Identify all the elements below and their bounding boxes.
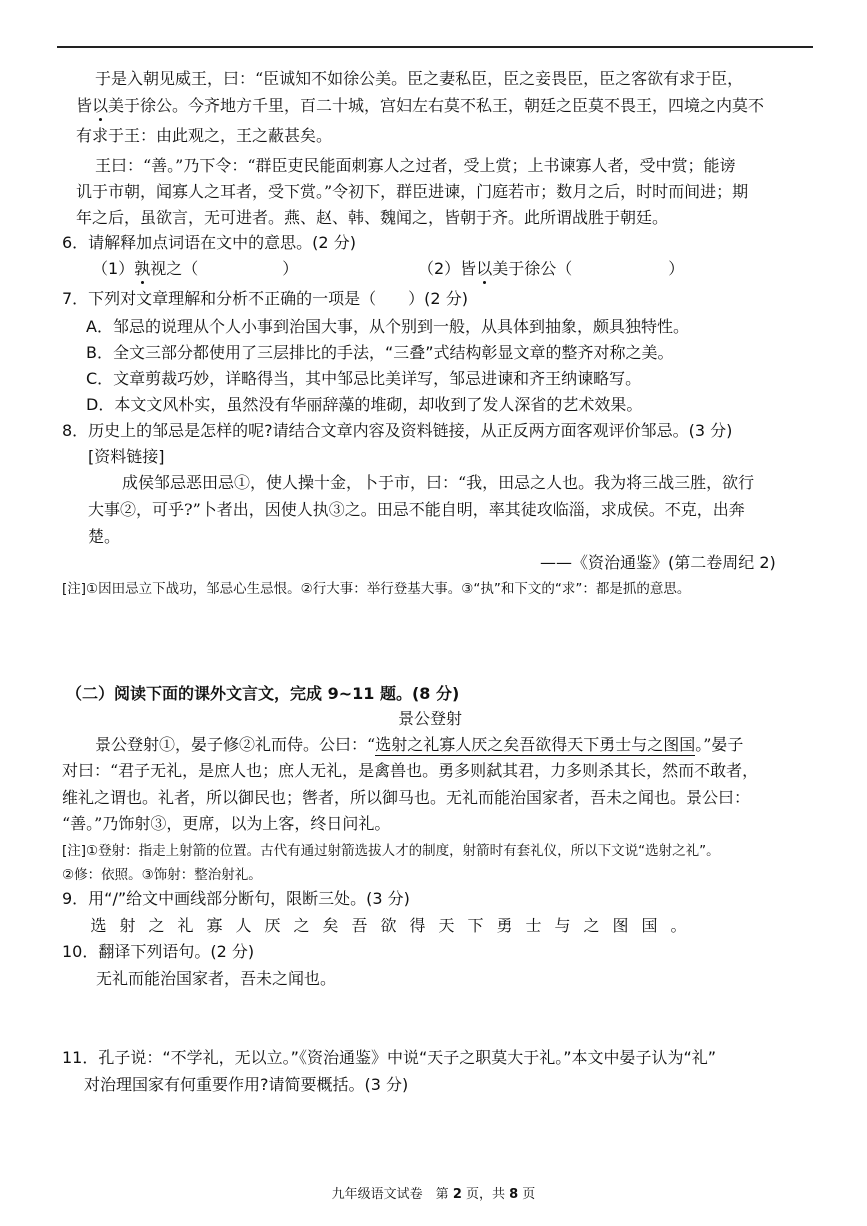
page-number: 2 [452,1187,462,1202]
passage-line: 于是入朝见威王，曰：“臣诚知不如徐公美。臣之妻私臣，臣之妾畏臣，臣之客欲有求于臣， [95,69,744,88]
passage-title: 景公登射 [398,709,463,728]
emphasis-dot-char: 以 [92,96,109,115]
passage-line: 王曰：“善。”乃下令：“群臣吏民能面刺寡人之过者，受上赏；上书谏寡人者，受中赏；能谤 [95,156,736,175]
question-6-item-2: （2）皆以美于徐公（ ） [418,259,685,278]
question-8-stem: 8．历史上的邹忌是怎样的呢?请结合文章内容及资料链接，从正反两方面客观评价邹忌。(3 分) [62,421,733,440]
material-link-label: [资料链接] [88,447,165,466]
sentence-char: 士 [525,916,542,935]
sentence-char: 寡 [206,916,223,935]
option-a: A．邹忌的说理从个人小事到治国大事，从个别到一般，从具体到抽象，颇具独特性。 [86,317,689,336]
question-6-stem: 6．请解释加点词语在文中的意思。(2 分) [62,233,356,252]
passage-note: [注]①登射：指走上射箭的位置。古代有通过射箭选拔人才的制度，射箭时有套礼仪，所以下文说“选射之礼”。 [62,843,720,859]
passage-line: 有求于王：由此观之，王之蔽甚矣。 [76,126,333,145]
question-11-stem: 11．孔子说：“不学礼，无以立。”《资治通鉴》中说“天子之职莫大于礼。”本文中晏子认为“礼” [62,1048,717,1067]
section-2-heading: （二）阅读下面的课外文言文，完成 9~11 题。(8 分) [66,684,460,703]
material-line: 成侯邹忌恶田忌①，使人操十金，卜于市，曰：“我，田忌之人也。我为将三战三胜，欲行 [122,473,755,492]
sentence-char: 选 [90,916,107,935]
sentence-char: 之 [583,916,600,935]
sentence-char: 厌 [264,916,281,935]
material-note: [注]①因田忌立下战功，邹忌心生忌恨。②行大事：举行登基大事。③“执”和下文的“求”：都是抓的意思。 [62,581,691,597]
sentence-char: 之 [293,916,310,935]
sentence-char: 欲 [380,916,397,935]
emphasis-dot-char: 孰 [134,259,151,278]
material-line: 大事②，可乎?”卜者出，因使人执③之。田忌不能自明，率其徒攻临淄，求成侯。不克，出奔 [88,500,745,519]
question-10-stem: 10．翻译下列语句。(2 分) [62,942,255,961]
passage-line: 年之后，虽欲言，无可进者。燕、赵、韩、魏闻之，皆朝于齐。此所谓战胜于朝廷。 [76,208,669,227]
question-7-stem: 7．下列对文章理解和分析不正确的一项是（ ）(2 分) [62,289,468,308]
passage-line: 讥于市朝，闻寡人之耳者，受下赏。”令初下，群臣进谏，门庭若市；数月之后，时时而间进；期 [76,182,749,201]
emphasis-dot-char: 以 [476,259,493,278]
option-d: D．本文文风朴实，虽然没有华丽辞藻的堆砌，却收到了发人深省的艺术效果。 [86,395,643,414]
sentence-char: 吾 [351,916,368,935]
passage-line: “善。”乃饰射③，更席，以为上客，终日问礼。 [62,814,391,833]
header-rule [57,46,813,48]
sentence-char: 得 [409,916,426,935]
passage-note: ②修：依照。③饰射：整治射礼。 [62,867,262,883]
sentence-char: 之 [148,916,165,935]
sentence-char: 礼 [177,916,194,935]
sentence-char: 。 [670,916,687,935]
sentence-char: 天 [438,916,455,935]
passage-line: 景公登射①，晏子修②礼而侍。公曰：“选射之礼寡人厌之矣吾欲得天下勇士与之图国。”晏子 [95,735,744,754]
question-9-sentence[interactable] [84,915,693,937]
question-6-item-1: （1）孰视之（ ） [92,259,299,278]
question-9-stem: 9．用“/”给文中画线部分断句，限断三处。(3 分) [62,889,410,908]
sentence-char: 射 [119,916,136,935]
sentence-char: 下 [467,916,484,935]
sentence-char: 勇 [496,916,513,935]
material-line: 楚。 [88,527,121,546]
page-footer: 九年级语文试卷 第 2 页，共 8 页 [331,1187,536,1202]
sentence-char: 人 [235,916,252,935]
page-total: 8 [509,1187,519,1202]
question-10-sentence: 无礼而能治国家者，吾未之闻也。 [96,969,337,988]
passage-line: 对曰：“君子无礼，是庶人也；庶人无礼，是禽兽也。勇多则弑其君，力多则杀其长，然而不敢者， [62,761,759,780]
sentence-char: 矣 [322,916,339,935]
sentence-char: 与 [554,916,571,935]
question-11-stem-cont: 对治理国家有何重要作用?请简要概括。(3 分) [84,1075,409,1094]
material-source: ——《资治通鉴》(第二卷周纪 2) [540,553,776,572]
option-c: C．文章剪裁巧妙，详略得当，其中邹忌比美详写，邹忌进谏和齐王纳谏略写。 [86,369,642,388]
passage-line: 皆以美于徐公。今齐地方千里，百二十城，宫妇左右莫不私王，朝廷之臣莫不畏王，四境之内莫不 [76,96,765,115]
option-b: B．全文三部分都使用了三层排比的手法，“三叠”式结构彰显文章的整齐对称之美。 [86,343,674,362]
sentence-char: 国 [641,916,658,935]
passage-line: 维礼之谓也。礼者，所以御民也；辔者，所以御马也。无礼而能治国家者，吾未之闻也。景公曰： [62,788,751,807]
sentence-char: 图 [612,916,629,935]
underlined-sentence: 选射之礼寡人厌之矣吾欲得天下勇士与之图国 [375,735,696,754]
